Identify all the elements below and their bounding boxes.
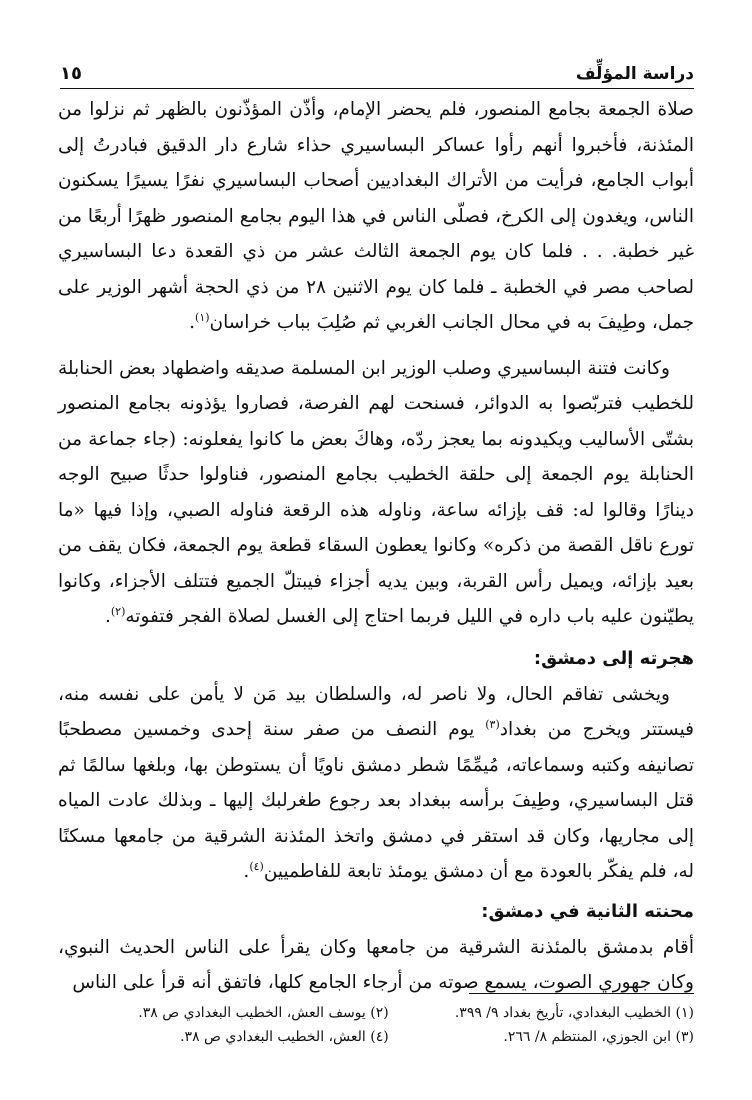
footnote-text: العش، الخطيب البغدادي ص ٣٨. [180, 1029, 366, 1045]
paragraph-1 [58, 92, 694, 341]
footnote-ref-2: (٢) [110, 604, 126, 618]
page-number: ١٥ [60, 63, 82, 84]
footnote-number: (٢) [370, 1005, 389, 1021]
footnote-3 [389, 1025, 694, 1049]
footnote-number: (١) [675, 1005, 694, 1021]
footnote-ref-4: (٤) [249, 859, 264, 873]
paragraph-2-text: وكانت فتنة البساسيري وصلب الوزير ابن المسلمة صديقه واضطهاد بعض الحنابلة للخطيب فتربّصوا به الدوائر، فسنحت لهم الفرصة، فصاروا يؤذونه بجامع المنصور بشتّى الأساليب ويكيدونه بما يعجز ردّه، وهاكَ بعض ما كانوا يفعلونه: (جاء جماعة من الحنابلة يوم الجمعة إلى حلقة الخطيب بجامع المنصور، فناولوا حدثًا صبيح الوجه دينارًا وقالوا له: قف بإزائه ساعة، وناوله هذه الرقعة فناوله الصبي، وإذا فيها «ما تورع ناقل القصة من ذكره» وكانوا يعطون السقاء قطعة يوم الجمعة، فكان يقف من بعيد بإزائه، ويميل رأس القربة، وبين يديه أجزاء فيبتلّ الجميع فتتلف الأجزاء، وكانوا يطيّنون عليه باب داره في الليل فربما احتاج إلى الغسل لصلاة الفجر فتفوته [58, 357, 694, 627]
section-heading-second-ordeal: محنته الثانية في دمشق: [481, 900, 694, 922]
footnote-divider [469, 993, 694, 994]
paragraph-2-end: . [104, 606, 111, 627]
running-header [60, 50, 694, 89]
paragraph-3-text-a: ويخشى تفاقم الحال، ولا ناصر له، والسلطان بيد مَن لا يأمن على نفسه منه، فيستتر ويخرج من بغداد [58, 683, 694, 740]
footnote-row [58, 1001, 694, 1025]
footnotes [58, 1001, 694, 1049]
footnote-text: الخطيب البغدادي، تأريخ بغداد ٩/ ٣٩٩. [454, 1005, 672, 1021]
footnote-number: (٣) [675, 1029, 694, 1045]
paragraph-3-end: . [243, 861, 250, 882]
footnote-number: (٤) [370, 1029, 389, 1045]
header-title: دراسة المؤلِّف [575, 64, 694, 84]
footnote-2 [83, 1001, 388, 1025]
section-heading-damascus: هجرته إلى دمشق: [533, 647, 694, 669]
footnote-1 [389, 1001, 694, 1025]
body-text [58, 92, 694, 1001]
paragraph-3-text-b: يوم النصف من صفر سنة إحدى وخمسين مصطحبًا تصانيفه وكتبه وسماعاته، مُيمِّمًا شطر دمشق ناويًا أن يستوطن بها، وبلغها سالمًا ثم قتل البساسيري، وطِيفَ برأسه ببغداد بعد رجوع طغرلبك إليها ـ وبذلك عادت المياه إلى مجاريها، وكان قد استقر في دمشق واتخذ المئذنة الشرقية من جامعها مسكنًا له، فلم يفكّر بالعودة مع أن دمشق يومئذ تابعة للفاطميين [58, 719, 694, 882]
footnote-text: يوسف العش، الخطيب البغدادي ص ٣٨. [138, 1005, 366, 1021]
paragraph-1-end: . [189, 312, 196, 333]
footnote-row [58, 1025, 694, 1049]
footnote-ref-1: (١) [195, 310, 210, 324]
paragraph-3 [58, 677, 694, 890]
footnote-ref-3: (٣) [485, 717, 500, 731]
paragraph-1-text: صلاة الجمعة بجامع المنصور، فلم يحضر الإمام، وأذّن المؤذّنون بالظهر ثم نزلوا من المئذنة، فأخبروا أنهم رأوا عساكر البساسيري حذاء شارع دار الدقيق فبادرتُ إلى أبواب الجامع، فرأيت من الأتراك البغداديين أصحاب البساسيري نفرًا يسيرًا يسكنون الناس، ويغدون إلى الكرخ، فصلّى الناس في هذا اليوم بجامع المنصور ظهرًا أربعًا من غير خطبة. . . فلما كان يوم الجمعة الثالث عشر من ذي القعدة دعا البساسيري لصاحب مصر في الخطبة ـ فلما كان يوم الاثنين ٢٨ من ذي الحجة أشهر الوزير على جمل، وطِيفَ به في محال الجانب الغربي ثم صُلِبَ بباب خراسان [58, 99, 694, 333]
footnote-4 [83, 1025, 388, 1049]
footnote-text: ابن الجوزي، المنتظم ٨/ ٢٦٦. [503, 1029, 672, 1045]
paragraph-2 [58, 351, 694, 635]
paragraph-4: أقام بدمشق بالمئذنة الشرقية من جامعها وكان يقرأ على الناس الحديث النبوي، وكان جهوري الصوت، يسمع صوته من أرجاء الجامع كلها، فاتفق أنه قرأ على الناس [58, 936, 694, 993]
